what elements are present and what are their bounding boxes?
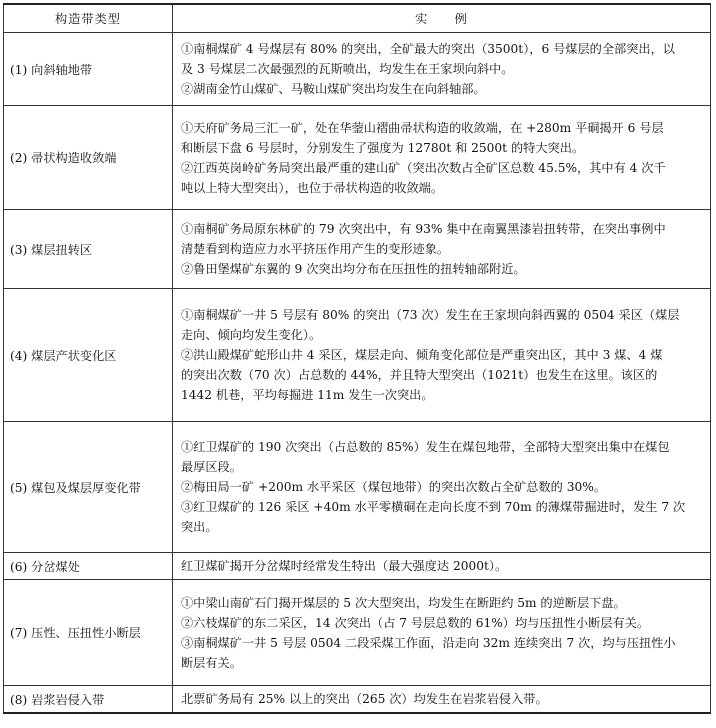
example-line: ②鲁田堡煤矿东翼的 9 次突出均分布在压扭性的扭转轴部附近。 (181, 262, 526, 276)
example-line: 及 3 号煤层二次最强烈的瓦斯喷出，均发生在王家坝向斜中。 (181, 62, 514, 76)
table-row (4, 422, 711, 553)
example-line: 断层有关。 (181, 655, 242, 670)
header-example: 实 例 (173, 4, 711, 33)
row-type-label: (3) 煤层扭转区 (4, 210, 173, 289)
example-line: 北票矿务局有 25% 以上的突出（265 次）均发生在岩浆岩侵入带。 (181, 692, 548, 706)
outburst-structure-table (3, 3, 711, 714)
row-type-label: (1) 向斜轴地带 (4, 33, 173, 106)
example-line: 红卫煤矿揭开分岔煤时经常发生特出（最大强度达 2000t）。 (181, 559, 508, 573)
row-type-label: (8) 岩浆岩侵入带 (4, 686, 173, 714)
row-examples (173, 580, 711, 686)
example-line: ①天府矿务局三汇一矿，处在华蓥山褶曲帚状构造的收敛端，在 +280m 平硐揭开 6 号层 (181, 120, 664, 135)
row-examples (173, 422, 711, 553)
example-line: 吨以上特大型突出），也位于帚状构造的收敛端。 (181, 180, 444, 195)
row-examples (173, 33, 711, 106)
example-line: 走向、倾向均发生变化）。 (181, 328, 322, 342)
row-type-label: (7) 压性、压扭性小断层 (4, 580, 173, 686)
example-line: ②洪山殿煤矿蛇形山井 4 采区，煤层走向、倾角变化部位是严重突出区，其中 3 煤、4 煤 (181, 348, 663, 362)
row-examples (173, 106, 711, 210)
example-line: ③南桐煤矿一井 5 号层 0504 二段采煤工作面，沿走向 32m 连续突出 7 次，均与压扭性小 (181, 635, 676, 650)
example-line: ②梅田局一矿 +200m 水平采区（煤包地带）的突出次数占全矿总数的 30%。 (181, 480, 606, 494)
example-line: ②湖南金竹山煤矿、马鞍山煤矿突出均发生在向斜轴部。 (181, 82, 486, 96)
row-examples (173, 289, 711, 422)
row-type-label: (2) 帚状构造收敛端 (4, 106, 173, 210)
table-row (4, 553, 711, 580)
example-line: 和断层下盘 6 号层时，分别发生了强度为 12780t 和 2500t 的特大突出。 (181, 140, 585, 155)
row-type-label: (6) 分岔煤处 (4, 553, 173, 580)
example-line: ①南桐煤矿 4 号煤层有 80% 的突出，全矿最大的突出（3500t），6 号煤层的全部突出，以 (181, 42, 675, 56)
example-line: 的突出次数（70 次）占总数的 44%，并且特大型突出（1021t）也发生在这里。该区的 (181, 368, 658, 382)
row-examples (173, 210, 711, 289)
row-examples (173, 553, 711, 580)
example-line: 最厚区段。 (181, 460, 242, 474)
table-row (4, 210, 711, 289)
example-line: 清楚看到构造应力水平挤压作用产生的变形迹象。 (181, 242, 450, 256)
example-line: ③红卫煤矿的 126 采区 +40m 水平零横硐在走向长度不到 70m 的薄煤带掘进时，发生 7 次 (181, 500, 686, 514)
example-line: ①红卫煤矿的 190 次突出（占总数的 85%）发生在煤包地带，全部特大型突出集中在煤包 (181, 440, 670, 454)
example-line: 突出。 (181, 520, 218, 534)
example-line: ②六枝煤矿的东二采区，14 次突出（占 7 号层总数的 61%）均与压扭性小断层有关。 (181, 615, 650, 630)
example-line: ②江西英岗岭矿务局突出最严重的建山矿（突出次数占全矿区总数 45.5%，其中有 4 次千 (181, 160, 666, 175)
table-row (4, 289, 711, 422)
row-examples (173, 686, 711, 714)
example-line: 1442 机巷，平均每掘进 11m 发生一次突出。 (181, 388, 434, 402)
table-header-row (4, 4, 711, 33)
row-type-label: (5) 煤包及煤层厚变化带 (4, 422, 173, 553)
table-row (4, 580, 711, 686)
table-row (4, 686, 711, 714)
example-line: ①南桐煤矿一井 5 号层有 80% 的突出（73 次）发生在王家坝向斜西翼的 0504 采区（煤层 (181, 308, 680, 322)
row-type-label: (4) 煤层产状变化区 (4, 289, 173, 422)
table-row (4, 33, 711, 106)
example-line: ①中梁山南矿石门揭开煤层的 5 次大型突出，均发生在断距约 5m 的逆断层下盘。 (181, 595, 626, 610)
table-row (4, 106, 711, 210)
example-line: ①南桐矿务局原东林矿的 79 次突出中，有 93% 集中在南翼黑漆岩扭转带，在突出事例中 (181, 222, 666, 236)
header-type: 构造带类型 (4, 4, 173, 33)
